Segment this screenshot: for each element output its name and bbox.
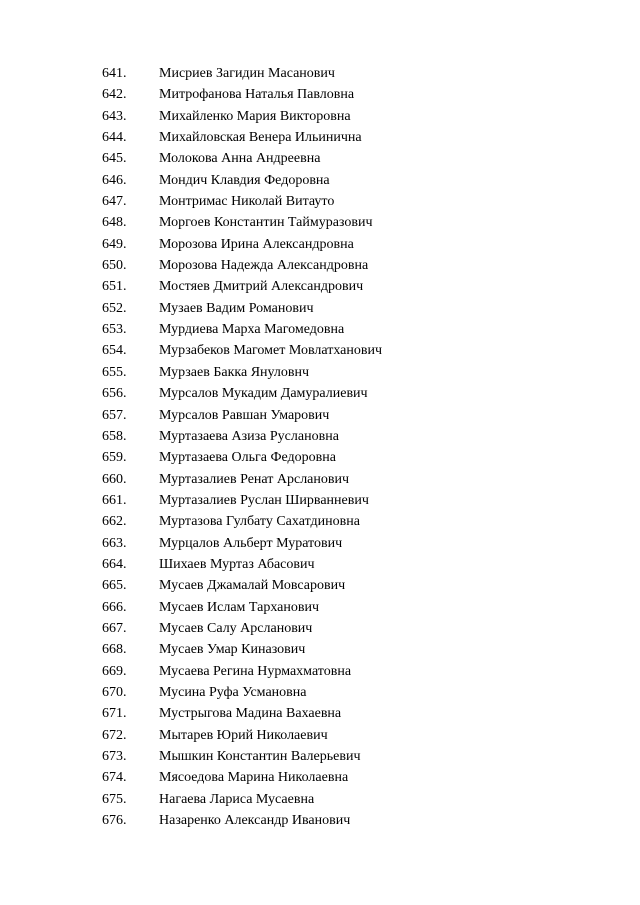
entry-name: Муртазалиев Руслан Ширванневич: [159, 492, 369, 508]
entry-name: Муртазаева Азиза Руслановна: [159, 428, 339, 444]
entry-number: 648.: [102, 215, 127, 231]
list-item: [0, 511, 640, 532]
list-item: [0, 639, 640, 660]
entry-name: Мурзаев Бакка Януловнч: [159, 364, 310, 380]
list-item: [0, 63, 640, 84]
list-item: [0, 533, 640, 554]
entry-number: 643.: [102, 108, 127, 124]
entry-number: 646.: [102, 172, 127, 188]
list-item: [0, 490, 640, 511]
entry-name: Шихаев Муртаз Абасович: [159, 556, 315, 572]
entry-number: 651.: [102, 279, 127, 295]
list-item: [0, 191, 640, 212]
entry-number: 649.: [102, 236, 127, 252]
name-list: [0, 63, 640, 831]
entry-name: Мурсалов Мукадим Дамуралиевич: [159, 386, 368, 402]
entry-number: 675.: [102, 791, 127, 807]
entry-name: Морозова Ирина Александровна: [159, 236, 354, 252]
list-item: [0, 575, 640, 596]
list-item: [0, 661, 640, 682]
list-item: [0, 426, 640, 447]
entry-name: Мисриев Загидин Масанович: [159, 66, 335, 81]
entry-number: 642.: [102, 87, 127, 103]
list-item: [0, 618, 640, 639]
list-item: [0, 810, 640, 831]
list-item: [0, 789, 640, 810]
list-item: [0, 319, 640, 340]
entry-number: 673.: [102, 749, 127, 764]
entry-name: Мясоедова Марина Николаевна: [159, 770, 349, 786]
entry-number: 656.: [102, 386, 127, 402]
entry-name: Михайленко Мария Викторовна: [159, 108, 351, 124]
entry-name: Мусина Руфа Усмановна: [159, 684, 307, 700]
entry-name: Нагаева Лариса Мусаевна: [159, 791, 315, 807]
entry-number: 647.: [102, 194, 127, 210]
entry-number: 659.: [102, 450, 127, 466]
entry-name: Мусаев Салу Арсланович: [159, 620, 313, 636]
list-item: [0, 170, 640, 191]
entry-name: Мусаев Умар Киназович: [159, 642, 306, 658]
entry-number: 650.: [102, 258, 127, 274]
entry-number: 665.: [102, 578, 127, 594]
entry-number: 674.: [102, 770, 127, 786]
entry-number: 668.: [102, 642, 127, 658]
entry-name: Мурдиева Марха Магомедовна: [159, 322, 345, 338]
entry-name: Моргоев Константин Таймуразович: [159, 215, 373, 231]
entry-name: Муртазалиев Ренат Арсланович: [159, 471, 350, 487]
entry-name: Михайловская Венера Ильинична: [159, 130, 362, 146]
entry-name: Морозова Надежда Александровна: [159, 258, 369, 274]
list-item: [0, 703, 640, 724]
entry-number: 657.: [102, 407, 127, 423]
entry-number: 669.: [102, 663, 127, 679]
list-item: [0, 84, 640, 105]
entry-name: Назаренко Александр Иванович: [159, 813, 351, 829]
list-item: [0, 340, 640, 361]
list-item: [0, 234, 640, 255]
list-item: [0, 212, 640, 233]
entry-name: Мурцалов Альберт Муратович: [159, 535, 343, 551]
entry-number: 670.: [102, 684, 127, 700]
entry-number: 666.: [102, 599, 127, 615]
entry-number: 645.: [102, 151, 127, 167]
entry-name: Мурзабеков Магомет Мовлатханович: [159, 343, 382, 359]
entry-number: 641.: [102, 66, 127, 81]
entry-number: 644.: [102, 130, 127, 146]
list-item: [0, 405, 640, 426]
list-item: [0, 298, 640, 319]
entry-number: 654.: [102, 343, 127, 359]
entry-number: 676.: [102, 813, 127, 829]
entry-number: 652.: [102, 300, 127, 316]
entry-name: Монтримас Николай Витауто: [159, 194, 335, 210]
entry-name: Муртазова Гулбату Сахатдиновна: [159, 514, 360, 530]
entry-number: 671.: [102, 706, 127, 722]
entry-name: Муртазаева Ольга Федоровна: [159, 450, 336, 466]
list-item: [0, 554, 640, 575]
entry-name: Мышкин Константин Валерьевич: [159, 749, 361, 764]
entry-number: 672.: [102, 727, 127, 743]
entry-number: 655.: [102, 364, 127, 380]
entry-number: 653.: [102, 322, 127, 338]
entry-number: 661.: [102, 492, 127, 508]
entry-name: Молокова Анна Андреевна: [159, 151, 321, 167]
entry-number: 663.: [102, 535, 127, 551]
entry-number: 658.: [102, 428, 127, 444]
entry-name: Мондич Клавдия Федоровна: [159, 172, 330, 188]
entry-name: Музаев Вадим Романович: [159, 300, 314, 316]
entry-name: Мусаев Ислам Тарханович: [159, 599, 319, 615]
entry-name: Мытарев Юрий Николаевич: [159, 727, 328, 743]
entry-name: Мусаев Джамалай Мовсарович: [159, 578, 346, 594]
list-item: [0, 255, 640, 276]
list-item: [0, 597, 640, 618]
entry-name: Митрофанова Наталья Павловна: [159, 87, 355, 103]
list-item: [0, 447, 640, 468]
list-item: [0, 276, 640, 297]
list-item: [0, 725, 640, 746]
entry-number: 664.: [102, 556, 127, 572]
entry-name: Мусаева Регина Нурмахматовна: [159, 663, 352, 679]
entry-number: 667.: [102, 620, 127, 636]
list-item: [0, 469, 640, 490]
list-item: [0, 682, 640, 703]
list-item: [0, 383, 640, 404]
entry-number: 660.: [102, 471, 127, 487]
entry-name: Мостяев Дмитрий Александрович: [159, 279, 364, 295]
list-item: [0, 746, 640, 767]
entry-number: 662.: [102, 514, 127, 530]
entry-name: Мустрыгова Мадина Вахаевна: [159, 706, 342, 722]
list-item: [0, 148, 640, 169]
entry-name: Мурсалов Равшан Умарович: [159, 407, 330, 423]
list-item: [0, 362, 640, 383]
list-item: [0, 767, 640, 788]
list-item: [0, 106, 640, 127]
list-item: [0, 127, 640, 148]
